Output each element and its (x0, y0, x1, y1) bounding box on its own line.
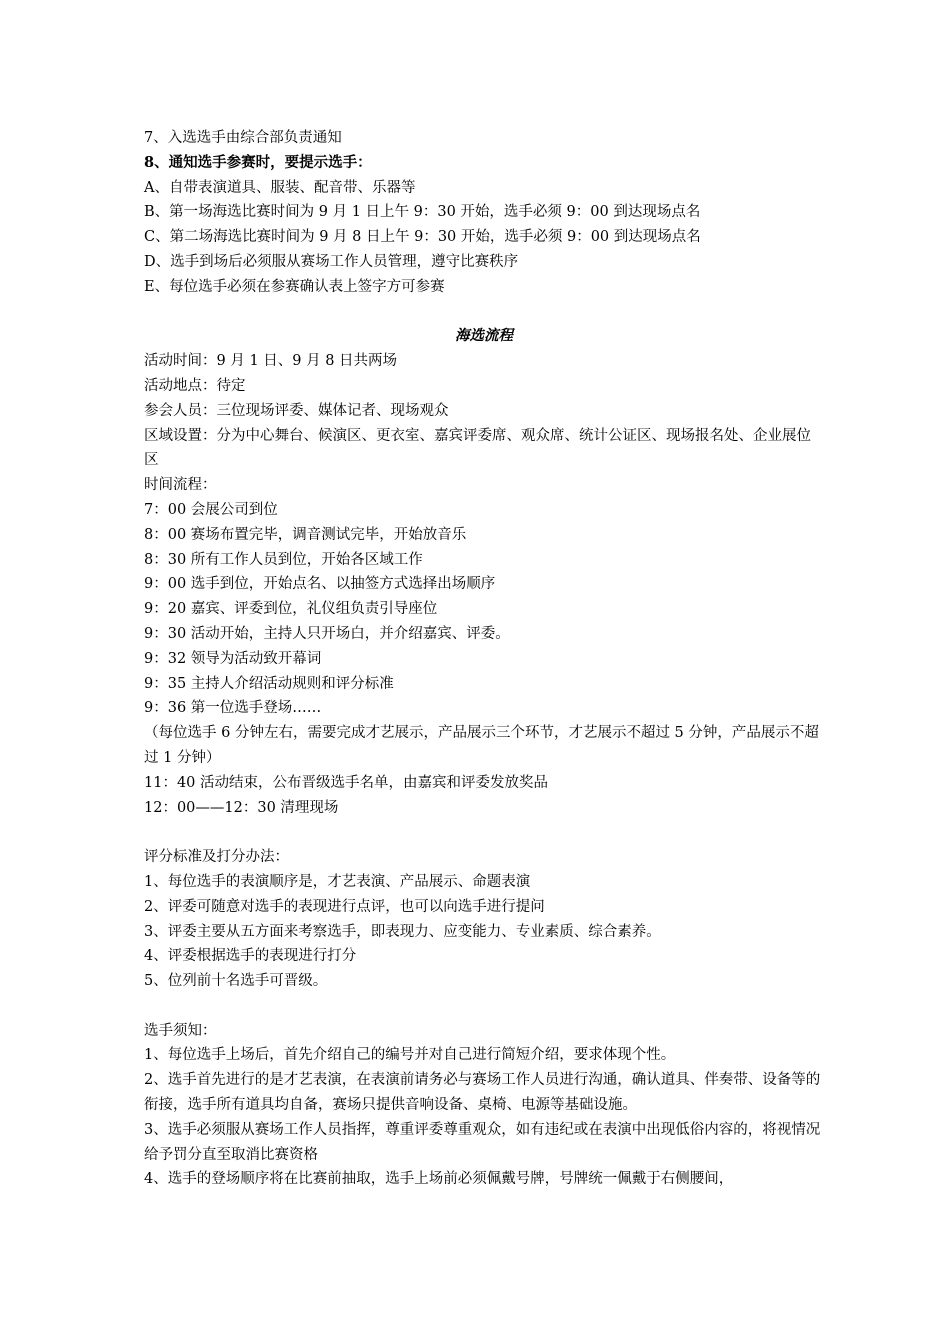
notice-sub-c: C、第二场海选比赛时间为 9 月 8 日上午 9：30 开始，选手必须 9：00 到达现场点名 (144, 229, 701, 246)
spacer (144, 300, 824, 325)
schedule-item: 8：30 所有工作人员到位，开始各区域工作 (144, 551, 423, 568)
scoring-item: 3、评委主要从五方面来考察选手，即表现力、应变能力、专业素质、综合素养。 (144, 923, 661, 940)
scoring-item: 1、每位选手的表演顺序是，才艺表演、产品展示、命题表演 (144, 873, 531, 890)
schedule-item: 9：36 第一位选手登场…… (144, 700, 322, 717)
notice-sub-b: B、第一场海选比赛时间为 9 月 1 日上午 9：30 开始，选手必须 9：00 到达现场点名 (144, 204, 701, 221)
rules-item: 1、每位选手上场后，首先介绍自己的编号并对自己进行简短介绍，要求体现个性。 (144, 1047, 676, 1064)
schedule-item: 9：20 嘉宾、评委到位，礼仪组负责引导座位 (144, 601, 438, 618)
flow-place: 活动地点：待定 (144, 377, 246, 394)
flow-time: 活动时间：9 月 1 日、9 月 8 日共两场 (144, 353, 398, 370)
notice-sub-a: A、自带表演道具、服装、配音带、乐器等 (144, 179, 416, 196)
notice-sub-e: E、每位选手必须在参赛确认表上签字方可参赛 (144, 278, 445, 295)
flow-schedule-label: 时间流程： (144, 477, 217, 494)
schedule-item: 7：00 会展公司到位 (144, 501, 278, 518)
schedule-item: 9：32 领导为活动致开幕词 (144, 650, 322, 667)
scoring-item: 5、位列前十名选手可晋级。 (144, 973, 328, 990)
schedule-item: 9：00 选手到位，开始点名、以抽签方式选择出场顺序 (144, 576, 496, 593)
flow-area: 区域设置：分为中心舞台、候演区、更衣室、嘉宾评委席、观众席、统计公证区、现场报名处、企业展位区 (144, 427, 811, 469)
notice-sub-d: D、选手到场后必须服从赛场工作人员管理，遵守比赛秩序 (144, 253, 519, 270)
rules-item: 2、选手首先进行的是才艺表演，在表演前请务必与赛场工作人员进行沟通，确认道具、伴奏带、设备等的衔接，选手所有道具均自备，赛场只提供音响设备、桌椅、电源等基础设施。 (144, 1072, 821, 1114)
section-title-rules: 选手须知： (144, 1022, 217, 1039)
flow-note: （每位选手 6 分钟左右，需要完成才艺展示，产品展示三个环节，才艺展示不超过 5 分钟，产品展示不超过 1 分钟） (144, 725, 819, 766)
rules-item: 3、选手必须服从赛场工作人员指挥，尊重评委尊重观众，如有违纪或在表演中出现低俗内容的，将视情况给予罚分直至取消比赛资格 (144, 1121, 821, 1163)
notice-item-7: 7、入选选手由综合部负责通知 (144, 130, 342, 146)
document-page (144, 126, 824, 1192)
notice-item-8-title: 8、通知选手参赛时，要提示选手： (144, 153, 372, 171)
schedule-item: 8：00 赛场布置完毕，调音测试完毕，开始放音乐 (144, 526, 467, 543)
scoring-item: 2、评委可随意对选手的表现进行点评，也可以向选手进行提问 (144, 898, 545, 915)
section-title-scoring: 评分标准及打分办法： (144, 849, 289, 866)
flow-end: 11：40 活动结束，公布晋级选手名单，由嘉宾和评委发放奖品 (144, 774, 549, 791)
flow-cleanup: 12：00——12：30 清理现场 (144, 799, 339, 816)
rules-item: 4、选手的登场顺序将在比赛前抽取，选手上场前必须佩戴号牌，号牌统一佩戴于右侧腰间， (144, 1171, 734, 1188)
schedule-item: 9：30 活动开始，主持人只开场白，并介绍嘉宾、评委。 (144, 625, 510, 642)
section-title-flow: 海选流程 (455, 327, 513, 345)
schedule-item: 9：35 主持人介绍活动规则和评分标准 (144, 675, 394, 692)
scoring-item: 4、评委根据选手的表现进行打分 (144, 948, 357, 965)
flow-people: 参会人员：三位现场评委、媒体记者、现场观众 (144, 402, 449, 419)
spacer (144, 994, 824, 1019)
spacer (144, 820, 824, 845)
